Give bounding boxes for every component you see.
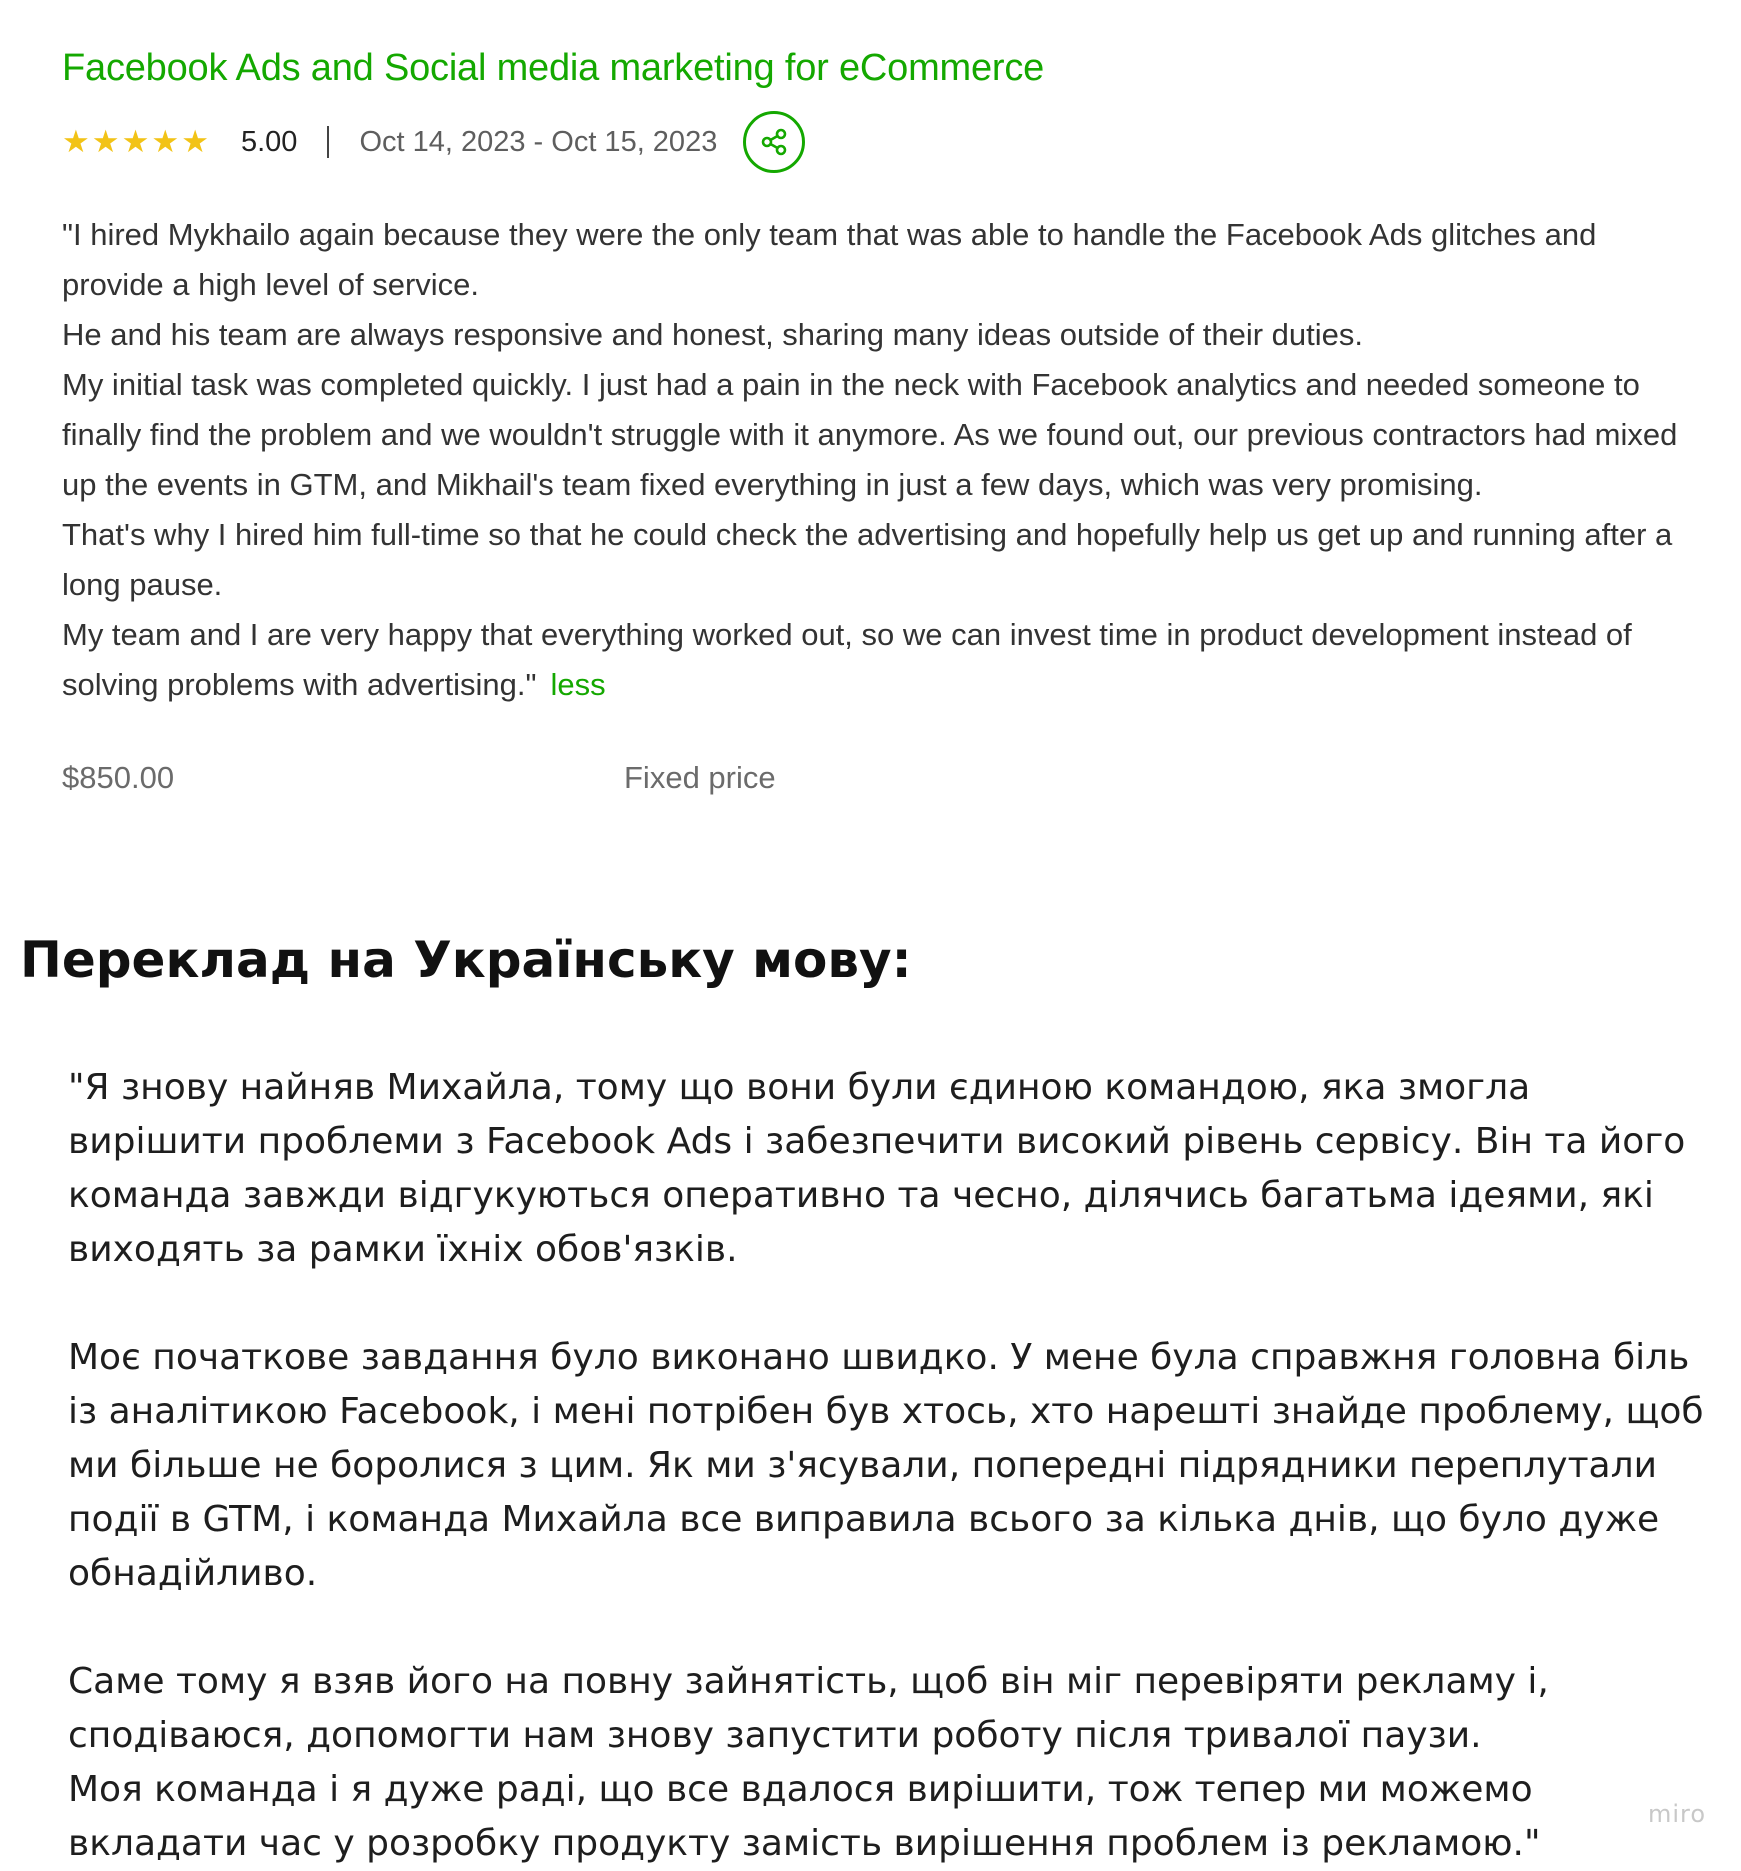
review-card	[62, 36, 1702, 796]
share-button[interactable]	[743, 111, 805, 173]
paragraph-gap	[68, 1277, 1708, 1331]
review-line: That's why I hired him full-time so that he could check the advertising and hopefully help us get up and running after a long pause.	[62, 517, 1673, 602]
translation-paragraph: Саме тому я взяв його на повну зайнятість, щоб він міг перевіряти рекламу і, сподіваюся, допомогти нам знову запустити роботу після тривалої паузи.	[68, 1661, 1549, 1756]
review-meta	[62, 104, 1702, 180]
job-title-link[interactable]: Facebook Ads and Social media marketing for eCommerce	[62, 47, 1045, 89]
share-icon	[759, 127, 789, 157]
rating-score: 5.00	[240, 125, 298, 158]
translation-paragraph: "Я знову найняв Михайла, тому що вони були єдиною командою, яка змогла вирішити проблеми з Facebook Ads і забезпечити високий рівень сервісу. Він та його команда завжди відгукуються оперативно та чесно, ділячись багатьма ідеями, які виходять за рамки їхніх обов'язків.	[68, 1067, 1686, 1270]
star-icon: ★	[181, 124, 209, 159]
review-line	[62, 610, 1702, 710]
contract-dates: Oct 14, 2023 - Oct 15, 2023	[359, 125, 718, 158]
paragraph-gap	[68, 1601, 1708, 1655]
show-less-link[interactable]: less	[550, 667, 606, 702]
review-text	[62, 210, 1702, 710]
star-rating	[62, 124, 209, 159]
star-icon: ★	[62, 124, 90, 159]
translation-paragraph: Моє початкове завдання було виконано швидко. У мене була справжня головна біль із аналітикою Facebook, і мені потрібен був хтось, хто нарешті знайде проблему, щоб ми більше не боролися з цим. Як ми з'ясували, попередні підрядники переплутали події в GTM, і команда Михайла все виправила всього за кілька днів, що було дуже обнадійливо.	[68, 1337, 1704, 1594]
contract-price: $850.00	[62, 760, 175, 795]
star-icon: ★	[151, 124, 180, 159]
star-icon: ★	[121, 124, 150, 159]
review-line: My initial task was completed quickly. I just had a pain in the neck with Facebook analytics and needed someone to finally find the problem and we wouldn't struggle with it anymore. As we found out, our previous contractors had mixed up the events in GTM, and Mikhail's team fixed everything in just a few days, which was very promising.	[62, 367, 1678, 502]
review-line-text: My team and I are very happy that everything worked out, so we can invest time in product development instead of solving problems with advertising."	[62, 617, 1632, 702]
translation-text	[68, 1061, 1708, 1871]
translation-paragraph: Моя команда і я дуже раді, що все вдалося вирішити, тож тепер ми можемо вкладати час у розробку продукту замість вирішення проблем із рекламою."	[68, 1769, 1541, 1864]
review-line: He and his team are always responsive and honest, sharing many ideas outside of their duties.	[62, 317, 1364, 352]
miro-watermark: miro	[1648, 1800, 1707, 1828]
star-icon: ★	[91, 124, 120, 159]
price-type: Fixed price	[624, 760, 776, 795]
review-line: "I hired Mykhailo again because they were the only team that was able to handle the Facebook Ads glitches and provide a high level of service.	[62, 217, 1597, 302]
price-row	[62, 760, 1702, 796]
meta-divider	[327, 126, 329, 158]
translation-heading: Переклад на Українську мову:	[20, 931, 912, 989]
